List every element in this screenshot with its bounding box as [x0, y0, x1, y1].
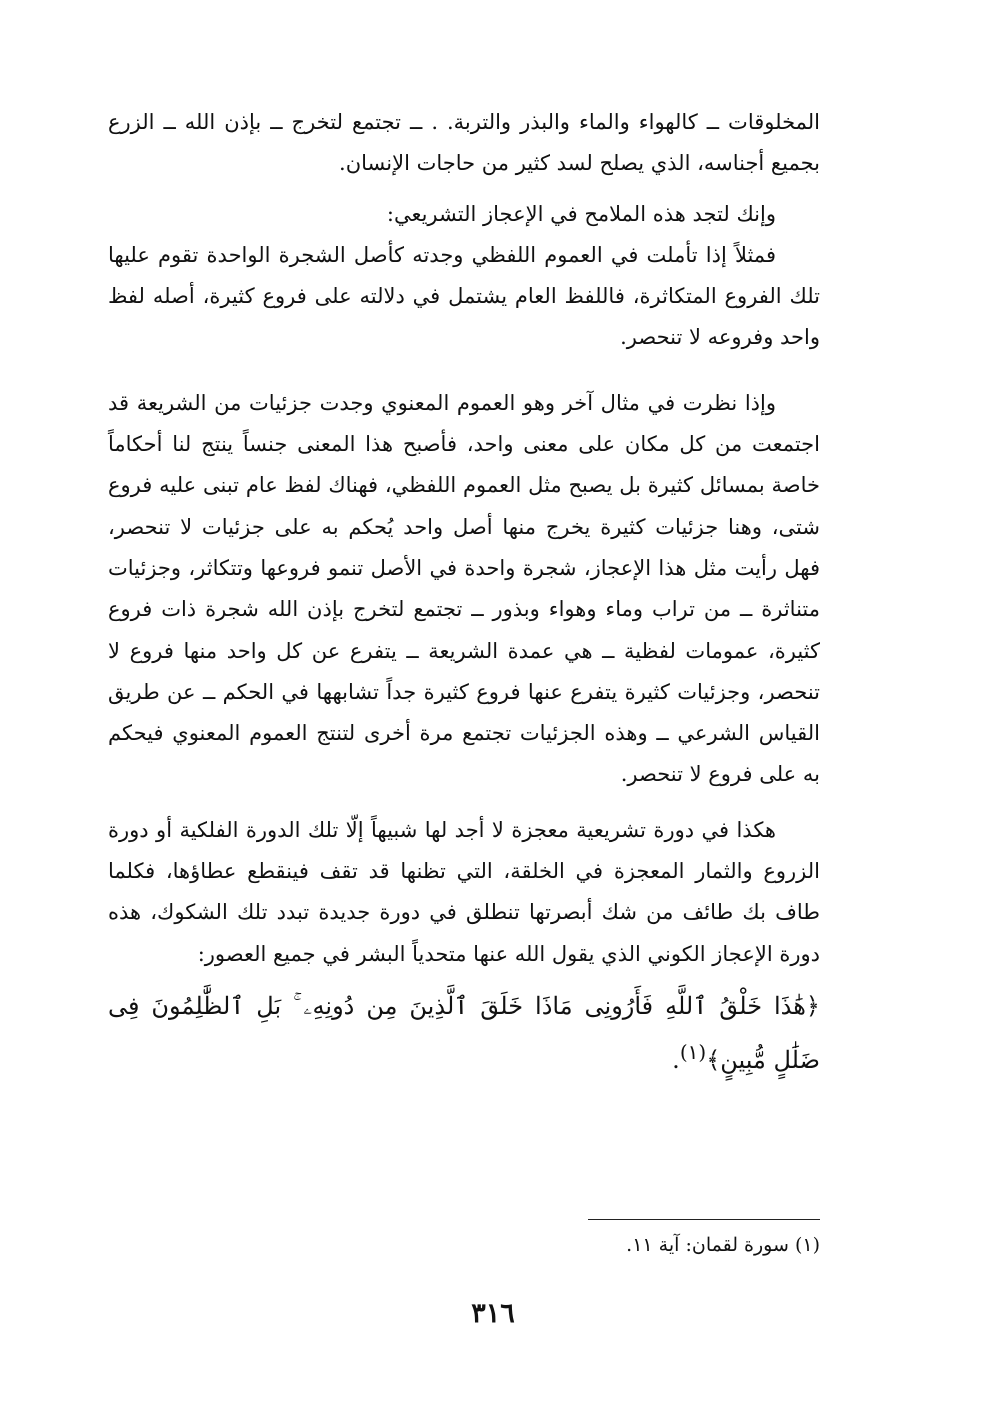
paragraph-1: المخلوقات ــ كالهواء والماء والبذر والتربة. . ــ تجتمع لتخرج ــ بإذن الله ــ الزرع بجميع أجناسه، الذي يصلح لسد كثير من حاجات الإنسان. [108, 110, 820, 176]
quran-verse [108, 983, 820, 1083]
footnote-separator [588, 1219, 820, 1220]
page-number: ٣١٦ [471, 1298, 515, 1329]
paragraph-5: هكذا في دورة تشريعية معجزة لا أجد لها شبيهاً إلّا تلك الدورة الفلكية أو دورة الزروع والثمار المعجزة في الخلقة، التي تظنها قد تقف فينقطع عطاؤها، فكلما طاف بك طائف من شك أبصرتها تنطلق في دورة جديدة تبدد تلك الشكوك، هذه دورة الإعجاز الكوني الذي يقول الله عنها متحدياً البشر في جميع العصور: [108, 817, 820, 966]
quran-verse-text: ﴿هَٰذَا خَلْقُ ٱللَّهِ فَأَرُونِى مَاذَا خَلَقَ ٱلَّذِينَ مِن دُونِهِۦ ۚ بَلِ ٱلظَّٰلِمُونَ فِى ضَلَٰلٍ مُّبِينٍ﴾ [108, 991, 820, 1074]
paragraph-4: وإذا نظرت في مثال آخر وهو العموم المعنوي وجدت جزئيات من الشريعة قد اجتمعت من كل مكان على معنى واحد، فأصبح هذا المعنى جنساً ينتج لنا أحكاماً خاصة بمسائل كثيرة بل يصبح مثل العموم اللفظي، فهناك لفظ عام تبنى عليه فروع شتى، وهنا جزئيات كثيرة يخرج منها أصل واحد يُحكم به على جزئيات لا تنحصر، فهل رأيت مثل هذا الإعجاز، شجرة واحدة في الأصل تنمو فروعها وتتكاثر، وجزئيات متناثرة ــ من تراب وماء وهواء وبذور ــ تجتمع لتخرج بإذن الله شجرة ذات فروع كثيرة، عمومات لفظية ــ هي عمدة الشريعة ــ يتفرع عن كل واحد منها فروع لا تنحصر، وجزئيات كثيرة يتفرع عنها فروع كثيرة جداً تشابهها في الحكم ــ عن طريق القياس الشرعي ــ وهذه الجزئيات تجتمع مرة أخرى لتنتج العموم المعنوي فيحكم به على فروع لا تنحصر. [108, 390, 820, 787]
footnote-reference: (١) [679, 1039, 707, 1064]
paragraph-2: وإنك لتجد هذه الملامح في الإعجاز التشريعي: [386, 201, 776, 226]
paragraph-3: فمثلاً إذا تأملت في العموم اللفظي وجدته كأصل الشجرة الواحدة تقوم عليها تلك الفروع المتكاثرة، فاللفظ العام يشتمل في دلالته على فروع كثيرة، أصله لفظ واحد وفروعه لا تنحصر. [108, 242, 820, 350]
quran-verse-end: . [672, 1045, 680, 1074]
body-text [108, 102, 820, 1083]
footnote: (١) سورة لقمان: آية ١١. [626, 1234, 820, 1256]
